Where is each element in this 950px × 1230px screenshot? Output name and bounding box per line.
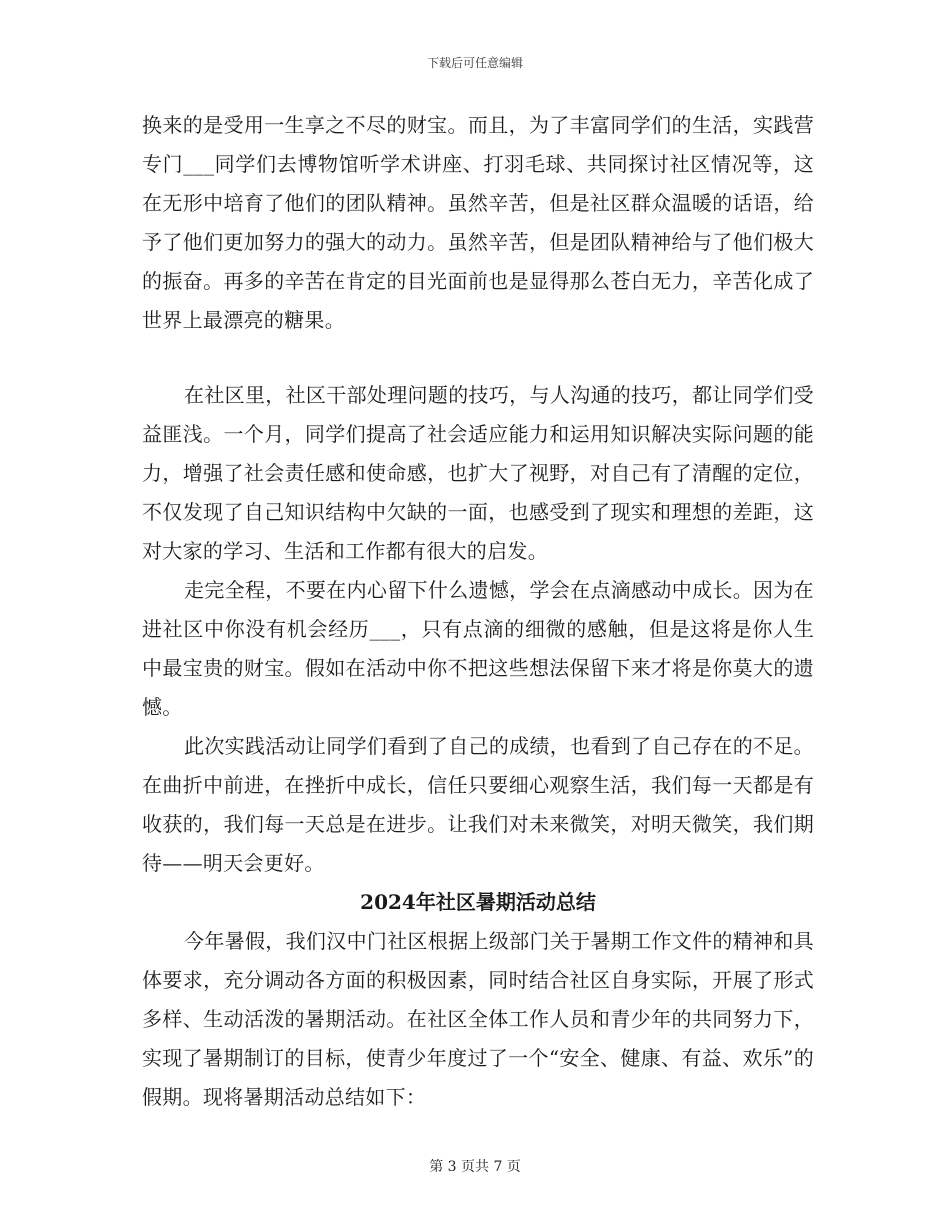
paragraph-spacer xyxy=(142,340,814,376)
page-footer: 第 3 页共 7 页 xyxy=(429,1159,521,1175)
paragraph-continuation: 换来的是受用一生享之不尽的财宝。而且，为了丰富同学们的生活，实践营专门___同学们去博物馆听学术讲座、打羽毛球、共同探讨社区情况等，这在无形中培育了他们的团队精神。虽然辛苦，但是社区群众温暖的话语，给予了他们更加努力的强大的动力。虽然辛苦，但是团队精神给与了他们极大的振奋。再多的辛苦在肯定的目光面前也是显得那么苍白无力，辛苦化成了世界上最漂亮的糖果。 xyxy=(142,113,814,332)
document-body xyxy=(142,106,814,1117)
section-title: 2024年社区暑期活动总结 xyxy=(360,890,596,914)
paragraph-summer-summary: 今年暑假，我们汉中门社区根据上级部门关于暑期工作文件的精神和具体要求，充分调动各方面的积极因素，同时结合社区自身实际，开展了形式多样、生动活泼的暑期活动。在社区全体工作人员和青少年的共同努力下，实现了暑期制订的目标，使青少年度过了一个“安全、健康、有益、欢乐”的假期。现将暑期活动总结如下： xyxy=(142,929,814,1109)
paragraph-no-regrets: 走完全程，不要在内心留下什么遗憾，学会在点滴感动中成长。因为在进社区中你没有机会经历___，只有点滴的细微的感触，但是这将是你人生中最宝贵的财宝。假如在活动中你不把这些想法保留下来才将是你莫大的遗憾。 xyxy=(142,578,814,719)
page-header: 下载后可任意编辑 xyxy=(426,56,523,70)
paragraph-community-skills: 在社区里，社区干部处理问题的技巧，与人沟通的技巧，都让同学们受益匪浅。一个月，同学们提高了社会适应能力和运用知识解决实际问题的能力，增强了社会责任感和使命感，也扩大了视野，对自己有了清醒的定位，不仅发现了自己知识结构中欠缺的一面，也感受到了现实和理想的差距，这对大家的学习、生活和工作都有很大的启发。 xyxy=(142,383,814,563)
paragraph-conclusion: 此次实践活动让同学们看到了自己的成绩，也看到了自己存在的不足。在曲折中前进，在挫折中成长，信任只要细心观察生活，我们每一天都是有收获的，我们每一天总是在进步。让我们对未来微笑，对明天微笑，我们期待——明天会更好。 xyxy=(142,734,814,875)
